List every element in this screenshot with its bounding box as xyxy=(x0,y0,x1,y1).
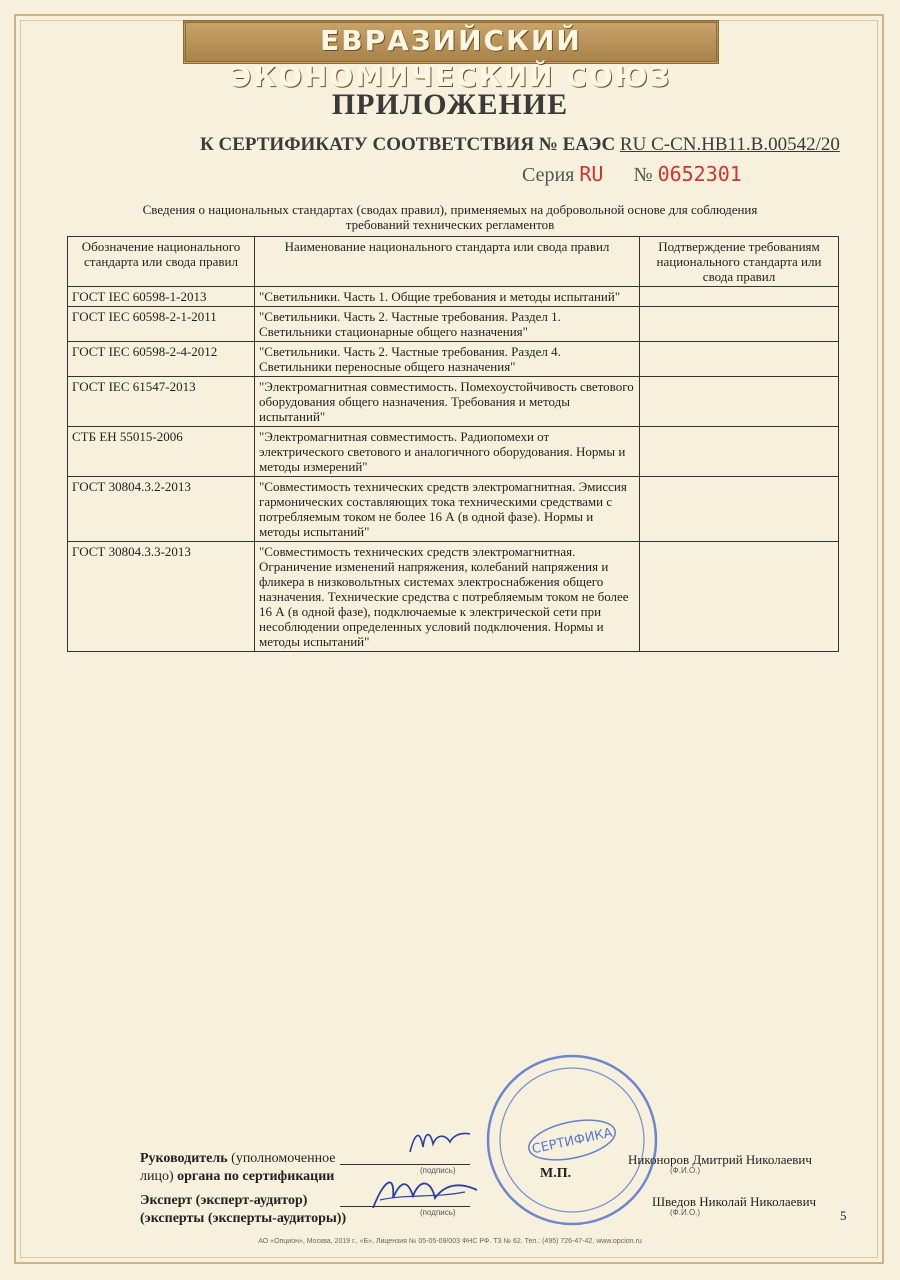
standard-confirmation xyxy=(640,542,839,652)
table-row xyxy=(68,377,839,427)
standard-confirmation xyxy=(640,287,839,307)
expert-signatory-label: Эксперт (эксперт-аудитор) (эксперты (эксперты-аудиторы)) xyxy=(140,1193,347,1226)
page-number: 5 xyxy=(840,1208,847,1223)
standard-code: ГОСТ 30804.3.2-2013 xyxy=(68,477,255,542)
standards-table xyxy=(67,236,839,652)
column-header-name: Наименование национального стандарта или свода правил xyxy=(255,237,640,287)
table-row xyxy=(68,307,839,342)
series-value: RU xyxy=(579,162,604,186)
expert-full-name: Шведов Николай Николаевич xyxy=(652,1194,817,1209)
standard-confirmation xyxy=(640,477,839,542)
table-row xyxy=(68,427,839,477)
table-row xyxy=(68,477,839,542)
document-title: ПРИЛОЖЕНИЕ xyxy=(331,88,569,121)
table-row xyxy=(68,542,839,652)
standard-code: ГОСТ IEC 60598-2-1-2011 xyxy=(68,307,255,342)
seal-text: СЕРТИФИКА xyxy=(530,1125,614,1158)
standard-name: "Электромагнитная совместимость. Радиопомехи от электрического светового и аналогичного оборудования. Нормы и методы измерений" xyxy=(255,427,640,477)
expert-signature xyxy=(365,1168,485,1218)
intro-text: Сведения о национальных стандартах (сводах правил), применяемых на добровольной основе для соблюдения требований технических регламентов xyxy=(142,202,758,232)
expert-name-caption: (Ф.И.О.) xyxy=(670,1208,701,1217)
standard-code: ГОСТ IEC 61547-2013 xyxy=(68,377,255,427)
number-label: № xyxy=(633,164,653,186)
printer-footer: АО «Опцион», Москва, 2019 г., «Б», Лицензия № 05-05-09/003 ФНС РФ. ТЗ № 62. Тел.: (495) 726-47-42, www.opcion.ru xyxy=(258,1238,642,1245)
head-signatory-label: Руководитель (уполномоченное лицо) органа по сертификации xyxy=(140,1151,336,1184)
table-row xyxy=(68,342,839,377)
head-signature-line xyxy=(340,1164,470,1165)
certificate-number: RU C-CN.НВ11.В.00542/20 xyxy=(619,134,840,155)
head-signature xyxy=(405,1122,475,1162)
standard-confirmation xyxy=(640,427,839,477)
head-name-caption: (Ф.И.О.) xyxy=(670,1166,701,1175)
standard-confirmation xyxy=(640,342,839,377)
standard-code: ГОСТ IEC 60598-2-4-2012 xyxy=(68,342,255,377)
series-label: Серия xyxy=(522,164,575,186)
head-signature-caption: (подпись) xyxy=(420,1166,456,1175)
series-line xyxy=(522,162,742,187)
standard-name: "Светильники. Часть 2. Частные требования. Раздел 1. Светильники стационарные общего назначения" xyxy=(255,307,640,342)
standard-code: ГОСТ 30804.3.3-2013 xyxy=(68,542,255,652)
certificate-heading-prefix: К СЕРТИФИКАТУ СООТВЕТСТВИЯ № ЕАЭС xyxy=(200,134,616,155)
table-header-row xyxy=(68,237,839,287)
head-full-name: Никоноров Дмитрий Николаевич xyxy=(628,1152,812,1167)
standard-confirmation xyxy=(640,377,839,427)
column-header-confirmation: Подтверждение требованиям национального стандарта или свода правил xyxy=(640,237,839,287)
table-row xyxy=(68,287,839,307)
standard-name: "Светильники. Часть 1. Общие требования и методы испытаний" xyxy=(255,287,640,307)
union-banner: ЕВРАЗИЙСКИЙ ЭКОНОМИЧЕСКИЙ СОЮЗ xyxy=(183,20,719,64)
standard-code: ГОСТ IEC 60598-1-2013 xyxy=(68,287,255,307)
standard-name: "Электромагнитная совместимость. Помехоустойчивость светового оборудования общего назначения. Требования и методы испытаний" xyxy=(255,377,640,427)
stamp-place-label: М.П. xyxy=(540,1166,572,1181)
standard-code: СТБ ЕН 55015-2006 xyxy=(68,427,255,477)
standard-confirmation xyxy=(640,307,839,342)
serial-number: 0652301 xyxy=(657,162,742,186)
column-header-code: Обозначение национального стандарта или свода правил xyxy=(68,237,255,287)
standard-name: "Совместимость технических средств электромагнитная. Эмиссия гармонических составляющих тока техническими средствами с потребляемым током не более 16 А (в одной фазе). Нормы и методы испытаний" xyxy=(255,477,640,542)
certification-seal xyxy=(482,1050,662,1230)
standard-name: "Совместимость технических средств электромагнитная. Ограничение изменений напряжения, колебаний напряжения и фликера в низковольтных системах электроснабжения общего назначения. Технические средства с потребляемым током не более 16 А (в одной фазе), подключаемые к электрической сети при несоблюдении определенных условий подключения. Нормы и методы испытаний" xyxy=(255,542,640,652)
certificate-heading xyxy=(200,134,840,156)
standard-name: "Светильники. Часть 2. Частные требования. Раздел 4. Светильники переносные общего назначения" xyxy=(255,342,640,377)
expert-signature-caption: (подпись) xyxy=(420,1208,456,1217)
